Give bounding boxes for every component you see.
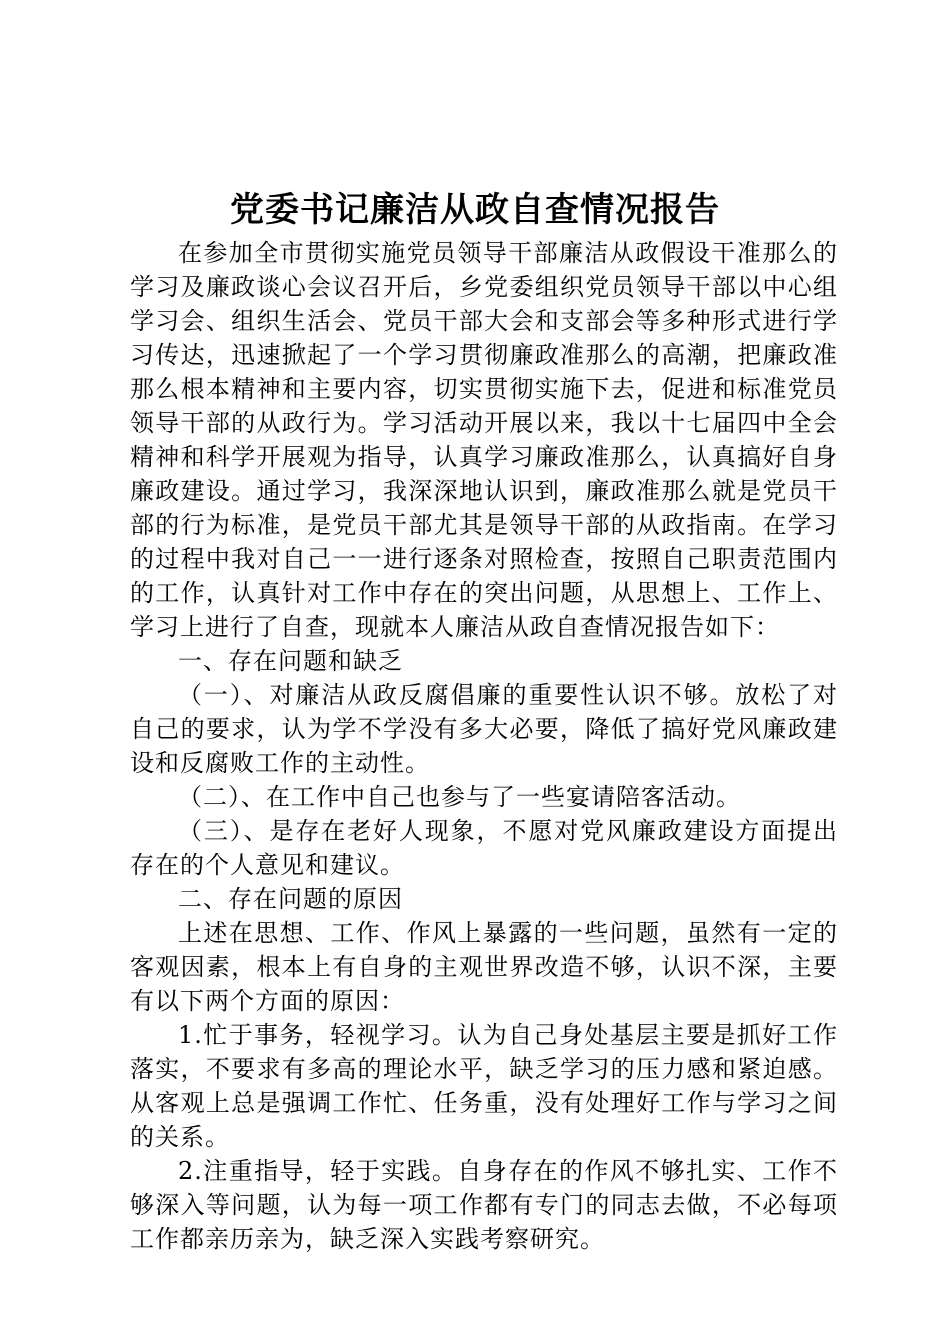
section-heading-problems: 一、存在问题和缺乏 bbox=[178, 647, 403, 675]
paragraph-cause-1: 1.忙于事务，轻视学习。认为自己身处基层主要是抓好工作落实，不要求有多高的理论水平，缺乏学习的压力感和紧迫感。从客观上总是强调工作忙、任务重，没有处理好工作与学习之间的关系。 bbox=[130, 1021, 838, 1151]
document-body bbox=[130, 236, 838, 1256]
paragraph-problem-2: （二）、在工作中自己也参与了一些宴请陪客活动。 bbox=[178, 783, 741, 811]
paragraph-intro: 在参加全市贯彻实施党员领导干部廉洁从政假设干准那么的学习及廉政谈心会议召开后，乡党委组织党员领导干部以中心组学习会、组织生活会、党员干部大会和支部会等多种形式进行学习传达，迅速掀起了一个学习贯彻廉政准那么的高潮，把廉政准那么根本精神和主要内容，切实贯彻实施下去，促进和标准党员领导干部的从政行为。学习活动开展以来，我以十七届四中全会精神和科学开展观为指导，认真学习廉政准那么，认真搞好自身廉政建设。通过学习，我深深地认识到，廉政准那么就是党员干部的行为标准，是党员干部尤其是领导干部的从政指南。在学习的过程中我对自己一一进行逐条对照检查，按照自己职责范围内的工作，认真针对工作中存在的突出问题，从思想上、工作上、学习上进行了自查，现就本人廉洁从政自查情况报告如下： bbox=[130, 239, 838, 641]
paragraph-causes-intro: 上述在思想、工作、作风上暴露的一些问题，虽然有一定的客观因素，根本上有自身的主观世界改造不够，认识不深，主要有以下两个方面的原因： bbox=[130, 919, 838, 1015]
paragraph-problem-1: （一）、对廉洁从政反腐倡廉的重要性认识不够。放松了对自己的要求，认为学不学没有多大必要，降低了搞好党风廉政建设和反腐败工作的主动性。 bbox=[130, 681, 838, 777]
paragraph-cause-2: 2.注重指导，轻于实践。自身存在的作风不够扎实、工作不够深入等问题，认为每一项工作都有专门的同志去做，不必每项工作都亲历亲为，缺乏深入实践考察研究。 bbox=[130, 1157, 838, 1253]
section-heading-causes: 二、存在问题的原因 bbox=[178, 885, 403, 913]
document-title: 党委书记廉洁从政自查情况报告 bbox=[230, 190, 720, 230]
paragraph-problem-3: （三）、是存在老好人现象，不愿对党风廉政建设方面提出存在的个人意见和建议。 bbox=[130, 817, 838, 879]
